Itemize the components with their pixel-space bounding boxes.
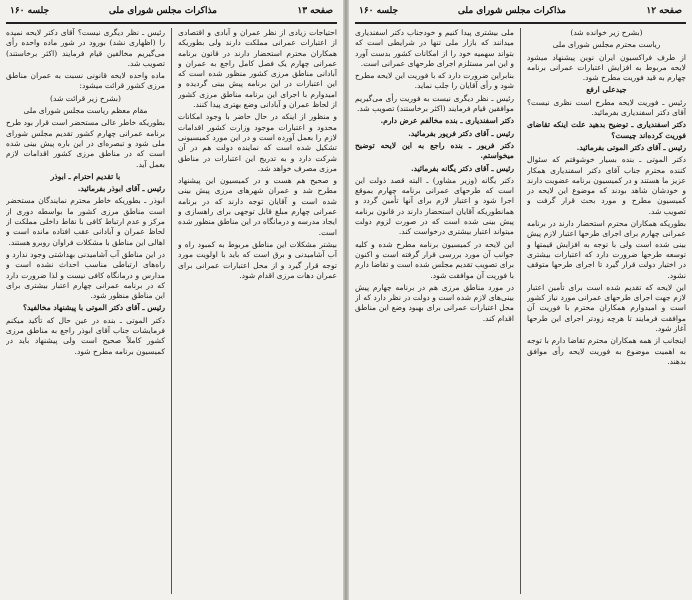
- session-number: جلسه ۱۶۰: [359, 6, 399, 16]
- paragraph: دکتر الموتی ـ بنده در عین حال که تأکید میکنم فرمایشات جناب آقای ابوذر راجع به مناطق مرزی کشور کاملاً صحیح است ولی پیشنهاد باید در کمیسیون برنامه مطرح شود.: [6, 315, 165, 356]
- paragraph: بنابراین ضرورت دارد که با فوریت این لایحه مطرح شود و رأی آقایان را جلب نماید.: [355, 71, 514, 91]
- speaker-line: رئیس ـ آقای دکتر الموتی بفرمائید.: [576, 142, 686, 152]
- page-header: [6, 4, 337, 20]
- paragraph: ملی بیشتری پیدا کنیم و خودجناب دکتر اسفندیاری میدانند که بازار ملی تنها در شرایطی است که بتواند سهمیه خود را از امکانات کشور بدست آورد و این امر مستلزم اجرای طرحهای عمرانی است.: [355, 28, 514, 68]
- page-number: صفحه ۱۲: [646, 6, 682, 16]
- speaker-line: دکتر فریور ـ بنده راجع به این لایحه توضیح میخواستم.: [355, 140, 514, 161]
- paragraph: در این مناطق آب آشامیدنی بهداشتی وجود ندارد و راه‌های ارتباطی مناسب احداث نشده است و مدارس و درمانگاه کافی نیست و لذا ضرورت دارد که در برنامه عمرانی چهارم اعتبار بیشتری برای این مناطق منظور شود.: [6, 249, 165, 301]
- speaker-line: دکتر اسفندیاری ـ توضیح بدهید علت اینکه تقاضای فوریت کرده‌اند چیست؟: [527, 120, 686, 140]
- salutation: مقام معظم ریاست مجلس شورای ملی: [23, 106, 148, 116]
- speaker-line: رئیس ـ آقای ابوذر بفرمائید.: [77, 184, 165, 194]
- column-divider: [171, 28, 172, 594]
- page-header: [355, 4, 686, 20]
- paragraph: رئیس ـ نظر دیگری نیست؟ آقای دکتر لایحه نمیده را (اظهاری نشد) بورود در شور ماده واحده رأی می‌گیریم مخالفین قیام فرمایند (اکثر برخاستند) تصویب شد.: [6, 28, 165, 68]
- text-column-left: [355, 28, 514, 596]
- right-page: [349, 0, 692, 600]
- stage-direction: (بشرح زیر خوانده شد): [570, 28, 643, 37]
- paragraph: دکتر الموتی ـ بنده بسیار خوشوقتم که سئوال کننده محترم جناب آقای دکتر اسفندیاری همکار عزیز ما هستند و در کمیسیون برنامه عضویت دارند و خودشان شاهد بودند که موضوع این لایحه در کمیسیون مطرح و مورد بحث قرار گرفت و تصویب شد.: [527, 155, 686, 216]
- text-column-left: [6, 28, 165, 596]
- paragraph: و صحیح هم هست و در کمیسیون این پیشنهاد مطرح شد و عمران شهرهای مرزی پیش بینی شده است و آقایان توجه دارند که در برنامه عمرانی چهارم مبلغ قابل توجهی برای راهسازی و ایجاد مدرسه و درمانگاه در این مناطق منظور شده است.: [178, 176, 337, 237]
- session-number: جلسه ۱۶۰: [10, 6, 50, 16]
- paragraph: ماده واحده لایحه قانونی نسبت به عمران مناطق مرزی کشور قرائت میشود:: [6, 71, 165, 91]
- speaker-line: رئیس ـ آقای دکتر فریور بفرمائید.: [408, 128, 514, 138]
- paragraph: و منظور از اینکه در حال حاضر با وجود امکانات محدود و اعتبارات موجود وزارت کشور اقدامات لازم را بعمل آورده است و در این مورد کمیسیونی تشکیل شده است که نماینده دولت هم در آن شرکت دارد و به تدریج این اعتبارات در مناطق مرزی مصرف خواهد شد.: [178, 112, 337, 173]
- stage-direction: (بشرح زیر قرائت شد): [50, 93, 121, 103]
- paragraph: بطوریکه خاطر عالی مستحضر است قرار بود طرح برنامه عمرانی چهارم کشور تقدیم مجلس شورای ملی شود و تبصره‌ای در این باره پیش بینی شده است که در مناطق مرزی کشور اقدامات لازم بعمل آید.: [6, 118, 165, 169]
- signature: با تقدیم احترام ـ ابوذر: [50, 171, 121, 181]
- salutation: ریاست محترم مجلس شورای ملی: [552, 40, 661, 50]
- paragraph: رئیس ـ نظر دیگری نیست به فوریت رأی می‌گیریم موافقین قیام فرمایند (اکثر برخاستند) تصویب شد.: [355, 93, 514, 114]
- paragraph: بیشتر مشکلات این مناطق مربوط به کمبود راه و آب آشامیدنی و برق است که باید با اولویت مورد توجه قرار گیرد و از محل اعتبارات عمرانی برای عمران دهات مرزی اقدام شود.: [178, 239, 337, 280]
- paragraph: در مورد مناطق مرزی هم در برنامه چهارم پیش بینی‌های لازم شده است و دولت در نظر دارد که از محل اعتبارات عمرانی برای بهبود وضع این مناطق اقدام کند.: [355, 282, 514, 323]
- signature: جیدعلی ارفع: [586, 85, 627, 95]
- speaker-line: رئیس ـ آقای دکتر الموتی با پیشنهاد مخالفید؟: [23, 303, 165, 313]
- paragraph: این لایحه که تقدیم شده است برای تأمین اعتبار لازم جهت اجرای طرحهای عمرانی مورد نیاز کشور است و امیدوارم همکاران محترم با فوریت آن موافقت فرمایند تا هرچه زودتر اجرای این طرحها آغاز شود.: [527, 282, 686, 334]
- paragraph: ابوذر ـ بطوریکه خاطر محترم نمایندگان مستحضر است مناطق مرزی کشور ما بواسطه دوری از مرکز و عدم ارتباط کافی با نقاط داخلی مملکت از لحاظ عمران و آبادانی عقب افتاده مانده است و اهالی این مناطق با مشکلات فراوان روبرو هستند.: [6, 196, 165, 247]
- header-rule: [6, 22, 337, 24]
- page-number: صفحه ۱۳: [297, 6, 333, 16]
- header-rule: [355, 22, 686, 24]
- page-title: مذاکرات مجلس شورای ملی: [108, 6, 217, 16]
- speaker-line: دکتر اسفندیاری ـ بنده مخالفم عرض دارم.: [380, 116, 514, 126]
- speaker-line: رئیس ـ آقای دکتر یگانه بفرمائید.: [410, 163, 514, 173]
- page-title: مذاکرات مجلس شورای ملی: [457, 6, 566, 16]
- paragraph: احتیاجات زیادی از نظر عمران و آبادی و اقتصادی از اعتبارات عمرانی مملکت دارند ولی بطوریکه همکاران محترم استحضار دارند در قانون برنامه عمرانی چهارم یک فصل کامل راجع به عمران و آبادانی مناطق مرزی کشور منظور شده است که این اعتبارات در این برنامه پیش بینی گردیده و امیدوارم با اجرای این برنامه مناطق مرزی کشور از لحاظ عمران و آبادانی وضع بهتری پیدا کنند.: [178, 28, 337, 110]
- paragraph: از طرف فراکسیون ایران نوین پیشنهاد میشود لایحه مربوط به افزایش اعتبارات عمرانی برنامه چهارم به قید فوریت مطرح شود.: [527, 52, 686, 83]
- text-column-right: [178, 28, 337, 596]
- text-column-right: [527, 28, 686, 596]
- paragraph: بطوریکه همکاران محترم استحضار دارند در برنامه عمرانی چهارم برای اجرای طرحها اعتبار لازم پیش بینی شده است ولی با توجه به افزایش قیمتها و توسعه طرحها ضرورت دارد که اعتبارات بیشتری در اختیار دولت قرار گیرد تا اجرای طرحها متوقف نشود.: [527, 219, 686, 280]
- column-divider: [520, 28, 521, 594]
- left-page: [0, 0, 343, 600]
- paragraph: رئیس ـ فوریت لایحه مطرح است نظری نیست؟ آقای دکتر اسفندیاری بفرمائید.: [527, 97, 686, 118]
- paragraph: این لایحه در کمیسیون برنامه مطرح شده و کلیه جوانب آن مورد بررسی قرار گرفته است و اکنون برای تصویب تقدیم مجلس شده است و تقاضا دارم با فوریت آن موافقت شود.: [355, 239, 514, 280]
- paragraph: دکتر یگانه (وزیر مشاور) ـ البته قصد دولت این است که طرحهای عمرانی برنامه چهارم بموقع اجرا شود و اعتبار لازم برای آنها تأمین گردد و همانطوریکه آقایان استحضار دارند در قانون برنامه پیش بینی شده است که در صورت لزوم دولت میتواند اعتبار بیشتری درخواست کند.: [355, 175, 514, 237]
- paragraph: اینجانب از همه همکاران محترم تقاضا دارم با توجه به اهمیت موضوع به فوریت لایحه رأی موافق بدهند.: [527, 336, 686, 366]
